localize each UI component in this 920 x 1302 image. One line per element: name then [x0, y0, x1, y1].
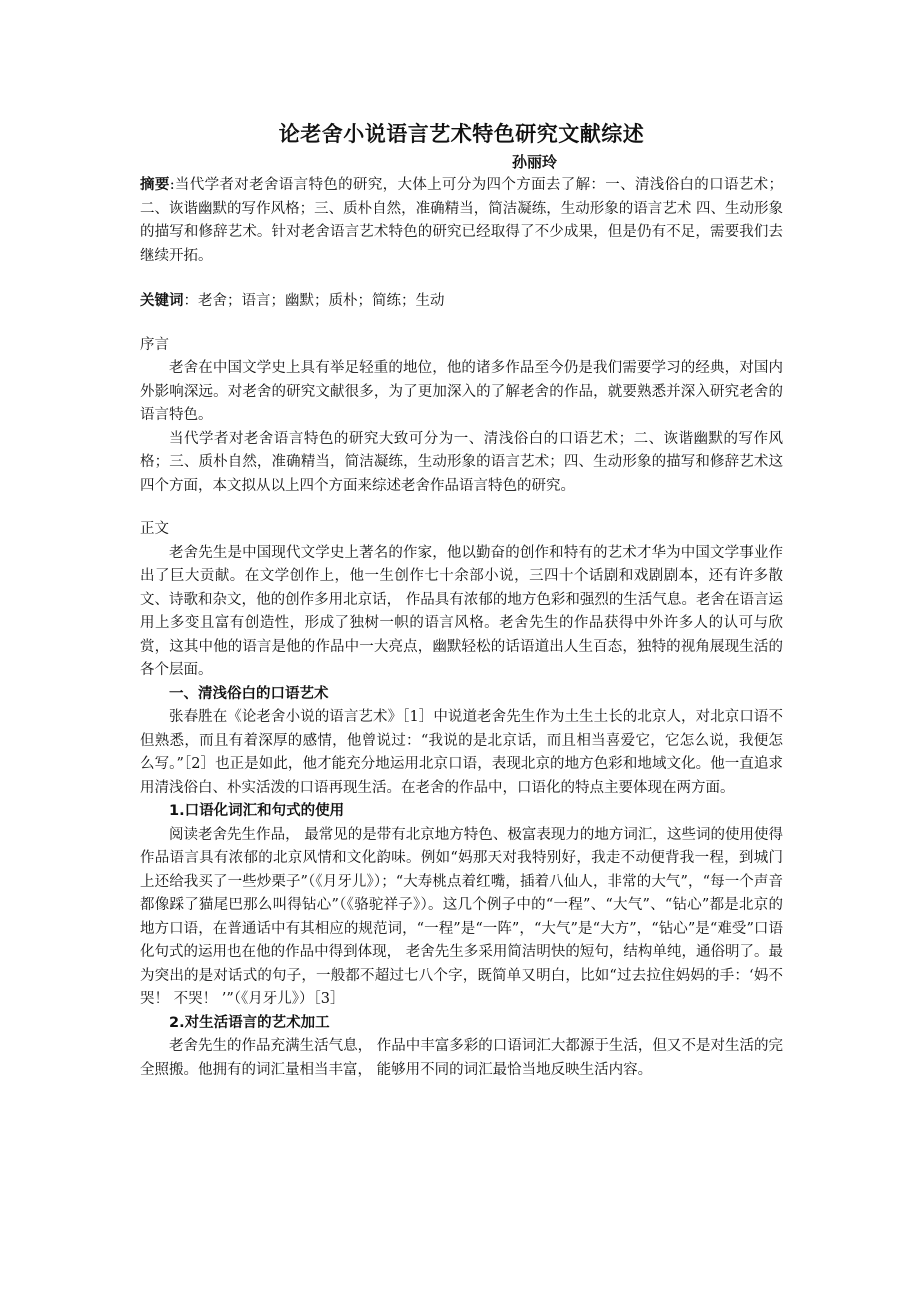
subsection-1-paragraph: 阅读老舍先生作品， 最常见的是带有北京地方特色、极富表现力的地方词汇，这些词的使用使得作品语言具有浓郁的北京风情和文化韵味。例如“妈那天对我特别好，我走不动便背我一程，到城门上还给我买了一些炒栗子”（《月牙儿》）；“大寿桃点着红嘴，插着八仙人，非常的大气”，“每一个声音都像踩了猫尾巴那么叫得钻心”（《骆驼祥子》）。这几个例子中的“一程”、“大气”、“钻心”都是北京的地方口语，在普通话中有其相应的规范词，“一程”是“一阵”，“大气”是“大方”，“钻心”是“难受”口语化句式的运用也在他的作品中得到体现， 老舍先生多采用简洁明快的短句，结构单纯，通俗明了。最为突出的是对话式的句子，一般都不超过七八个字，既简单又明白，比如“过去拉住妈妈的手：‘妈不哭！ 不哭！ ’”（《月牙儿》）［3］ [140, 826, 783, 1007]
document-page [140, 118, 783, 1082]
document-title: 论老舍小说语言艺术特色研究文献综述 [278, 122, 645, 146]
keywords [140, 290, 783, 314]
author-name: 孙丽玲 [512, 153, 558, 171]
abstract [140, 174, 783, 268]
preface-heading: 序言 [140, 336, 169, 353]
preface-paragraph: 当代学者对老舍语言特色的研究大致可分为一、清浅俗白的口语艺术；二、诙谐幽默的写作风格；三、质朴自然，准确精当，简洁凝练，生动形象的语言艺术；四、生动形象的描写和修辞艺术这四个方面，本文拟从以上四个方面来综述老舍作品语言特色的研究。 [140, 430, 783, 494]
preface-paragraph: 老舍在中国文学史上具有举足轻重的地位，他的诸多作品至今仍是我们需要学习的经典，对国内外影响深远。对老舍的研究文献很多，为了更加深入的了解老舍的作品，就要熟悉并深入研究老舍的语言特色。 [140, 360, 783, 423]
subsection-2-title: 2.对生活语言的艺术加工 [169, 1014, 330, 1031]
keywords-text: ：老舍；语言；幽默；质朴；简练；生动 [183, 293, 445, 309]
body-heading: 正文 [140, 521, 169, 537]
section-1-title: 一、清浅俗白的口语艺术 [169, 685, 329, 702]
abstract-label: 摘要 [140, 177, 170, 193]
subsection-2-paragraph: 老舍先生的作品充满生活气息， 作品中丰富多彩的口语词汇大都源于生活，但又不是对生活的完全照搬。他拥有的词汇量相当丰富， 能够用不同的词汇最恰当地反映生活内容。 [140, 1038, 783, 1078]
subsection-1-title: 1.口语化词汇和句式的使用 [169, 803, 345, 819]
section-1-paragraph: 张春胜在《论老舍小说的语言艺术》［1］中说道老舍先生作为土生土长的北京人，对北京口语不但熟悉，而且有着深厚的感情，他曾说过：“我说的是北京话，而且相当喜爱它，它怎么说，我便怎么写。”［2］也正是如此，他才能充分地运用北京口语，表现北京的地方色彩和地域文化。他一直追求用清浅俗白、朴实活泼的口语再现生活。在老舍的作品中，口语化的特点主要体现在两方面。 [140, 709, 783, 796]
body-intro-paragraph: 老舍先生是中国现代文学史上著名的作家，他以勤奋的创作和特有的艺术才华为中国文学事业作出了巨大贡献。在文学创作上，他一生创作七十余部小说，三四十个话剧和戏剧剧本，还有许多散文、诗歌和杂文，他的创作多用北京话， 作品具有浓郁的地方色彩和强烈的生活气息。老舍在语言运用上多变且富有创造性，形成了独树一帜的语言风格。老舍先生的作品获得中外许多人的认可与欣赏，这其中他的语言是他的作品中一大亮点，幽默轻松的话语道出人生百态，独特的视角展现生活的各个层面。 [140, 544, 783, 678]
keywords-label: 关键词 [140, 293, 184, 309]
abstract-text: :当代学者对老舍语言特色的研究，大体上可分为四个方面去了解：一、清浅俗白的口语艺术；二、诙谐幽默的写作风格；三、质朴自然，准确精当，简洁凝练，生动形象的语言艺术 四、生动形象的描写和修辞艺术。针对老舍语言艺术特色的研究已经取得了不少成果，但是仍有不足，需要我们去继续开拓。 [140, 177, 783, 264]
